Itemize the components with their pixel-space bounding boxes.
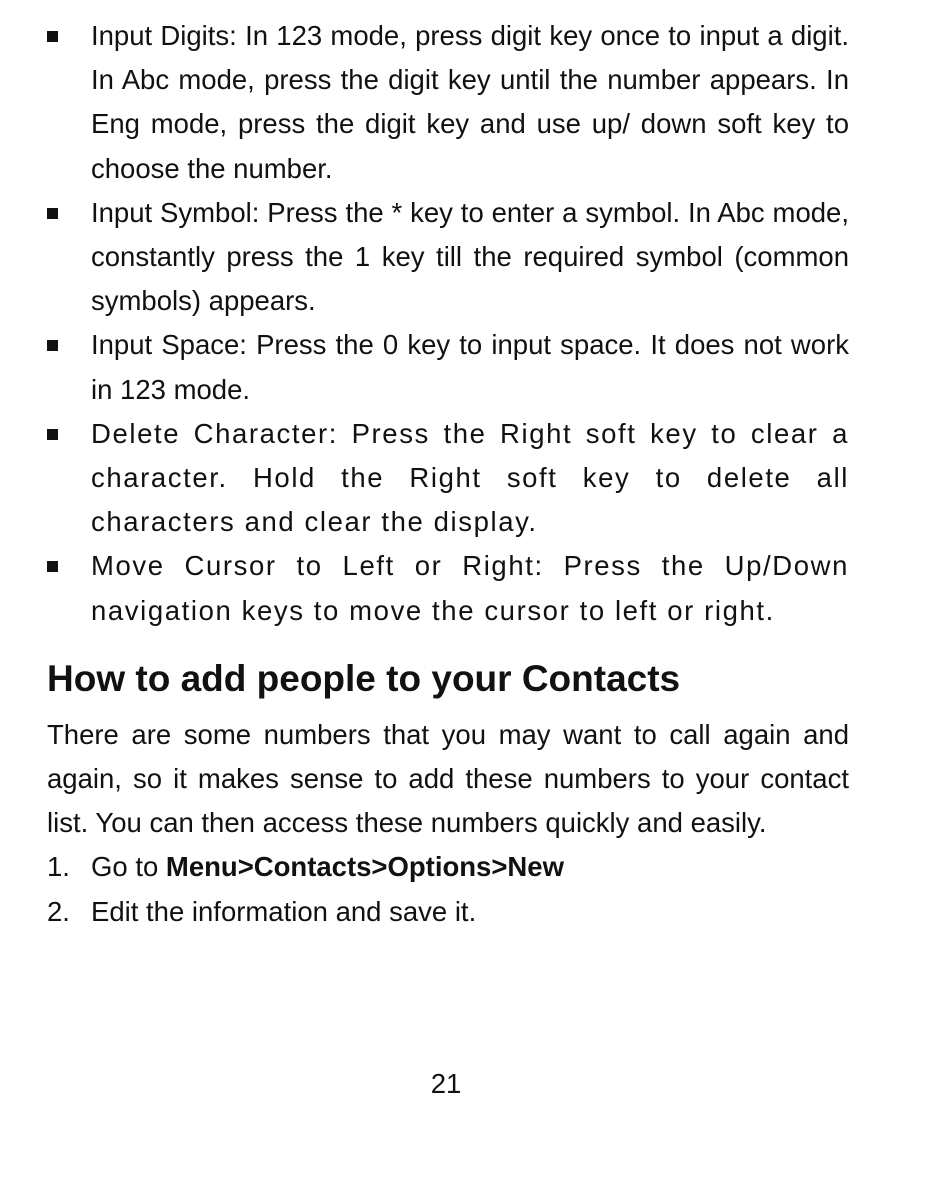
step-item xyxy=(47,845,849,889)
bullet-text: Input Symbol: Press the * key to enter a symbol. In Abc mode, constantly press the 1 key till the required symbol (common symbols) appears. xyxy=(91,196,849,317)
input-tips-list xyxy=(47,14,849,633)
menu-path: Menu>Contacts>Options>New xyxy=(165,851,564,883)
bullet-text: Input Digits: In 123 mode, press digit key once to input a digit. In Abc mode, press the digit key until the number appears. In Eng mode, press the digit key and use up/ down soft key to choose the number. xyxy=(91,20,849,184)
list-item xyxy=(47,412,849,545)
step-item xyxy=(47,890,849,934)
step-text: Edit the information and save it. xyxy=(91,895,477,927)
bullet-text: Delete Character: Press the Right soft key to clear a character. Hold the Right soft key to delete all characters and clear the display. xyxy=(91,417,849,538)
list-item xyxy=(47,323,849,411)
steps-list xyxy=(47,845,849,933)
list-item xyxy=(47,14,849,191)
step-number: 1. xyxy=(47,851,70,883)
square-bullet-icon xyxy=(47,561,58,572)
step-prefix: Go to xyxy=(91,851,166,883)
page-number: 21 xyxy=(430,1068,462,1099)
list-item xyxy=(47,544,849,632)
square-bullet-icon xyxy=(47,31,58,42)
square-bullet-icon xyxy=(47,208,58,219)
step-number: 2. xyxy=(47,895,70,927)
list-item xyxy=(47,191,849,324)
section-intro: There are some numbers that you may want to call again and again, so it makes sense to add these numbers to your contact list. You can then access these numbers quickly and easily. xyxy=(47,718,849,839)
bullet-text: Move Cursor to Left or Right: Press the Up/Down navigation keys to move the cursor to left or right. xyxy=(91,550,849,626)
manual-page xyxy=(47,14,849,934)
square-bullet-icon xyxy=(47,429,58,440)
section-heading: How to add people to your Contacts xyxy=(47,657,681,699)
bullet-text: Input Space: Press the 0 key to input space. It does not work in 123 mode. xyxy=(91,329,849,405)
square-bullet-icon xyxy=(47,340,58,351)
